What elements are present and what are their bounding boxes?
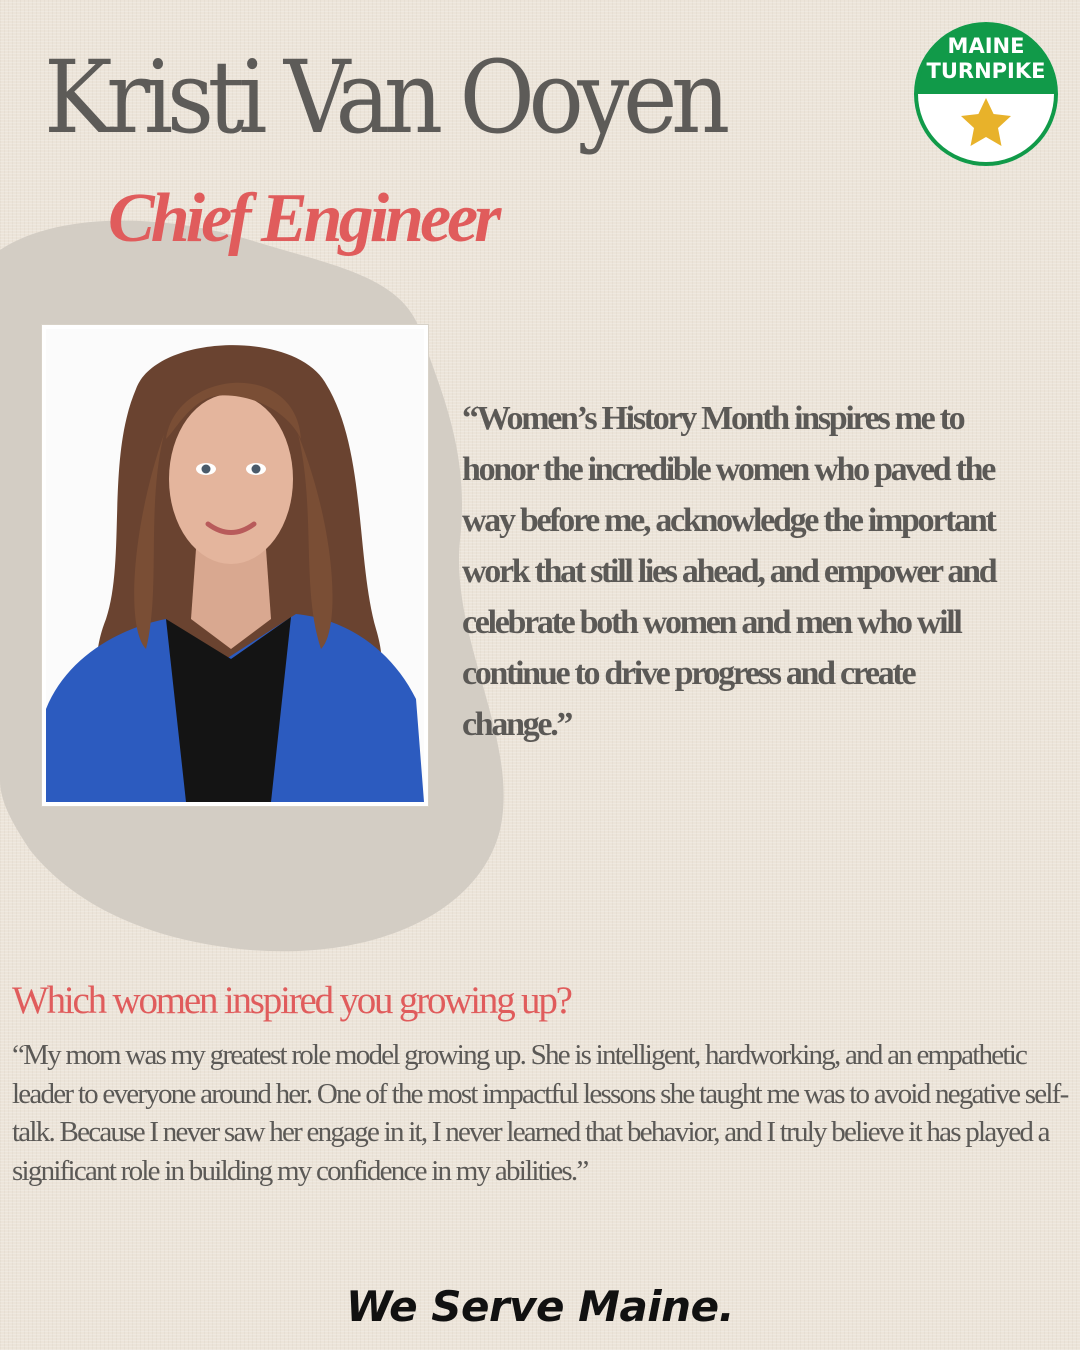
interview-question: Which women inspired you growing up?: [12, 979, 571, 1022]
interview-answer: “My mom was my greatest role model growing up. She is intelligent, hardworking, and an empathetic leader to everyone around her. One of the most impactful lessons she taught me was to avoid negative self-talk. Because I never saw her engage in it, I never learned that behavior, and I truly believe it has played a significant role in building my confidence in my abilities.”: [12, 1039, 1068, 1187]
person-name: Kristi Van Ooyen: [44, 39, 724, 156]
portrait-photo: [42, 325, 428, 806]
job-title: Chief Engineer: [108, 180, 498, 257]
featured-quote: “Women’s History Month inspires me to honor the incredible women who paved the way before me, acknowledge the important work that still lies ahead, and empower and celebrate both women and men who will continue to drive progress and create change.”: [462, 400, 996, 743]
logo-line1: MAINE: [947, 34, 1025, 58]
maine-turnpike-logo: [912, 20, 1060, 168]
footer-tagline: We Serve Maine.: [345, 1282, 735, 1331]
logo-line2: TURNPIKE: [926, 59, 1046, 83]
